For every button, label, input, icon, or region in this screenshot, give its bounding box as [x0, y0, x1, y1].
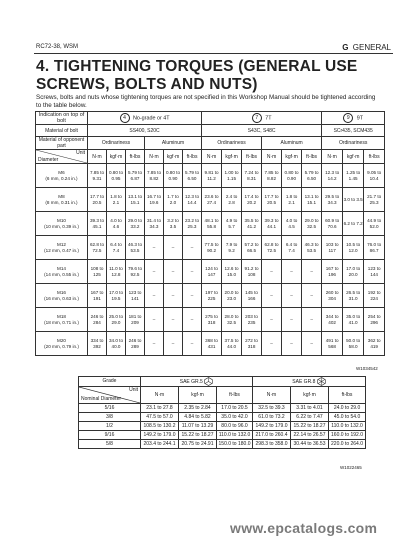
diameter-cell: [36, 284, 88, 308]
torque-cell: –: [282, 284, 302, 308]
torque-cell: –: [145, 308, 164, 332]
unit-header: N·m: [202, 150, 222, 164]
torque-cell: –: [302, 332, 322, 356]
torque-cell: 108.5 to 130.2: [141, 422, 179, 431]
intro-text: Screws, bolts and nuts whose tightening torques are not specified in this Workshop Manual should be tightened according to the table below.: [36, 94, 376, 109]
torque-cell: 1.8 to 2.1: [107, 188, 126, 212]
torque-cell: 15.22 to 18.27: [291, 422, 329, 431]
torque-cell: 28.0 to 32.5: [222, 308, 242, 332]
nominal-diameter-cell: 9/16: [79, 431, 141, 440]
torque-cell: –: [282, 308, 302, 332]
torque-cell: 5.79 to 6.87: [126, 164, 145, 188]
torque-cell: –: [282, 332, 302, 356]
torque-cell: 246 to 284: [88, 308, 107, 332]
part-material-5: Ordinariness: [322, 137, 385, 150]
torque-cell: 47.5 to 57.0: [141, 413, 179, 422]
torque-cell: 23.2 to 25.3: [183, 212, 202, 236]
torque-cell: 4.0 to 4.6: [107, 212, 126, 236]
torque-cell: –: [183, 308, 202, 332]
torque-cell: 1.8 to 2.1: [282, 188, 302, 212]
torque-cell: 23.6 to 27.4: [202, 188, 222, 212]
unit-header: ft-lbs: [302, 150, 322, 164]
torque-cell: 34.0 to 40.0: [107, 332, 126, 356]
torque-cell: 60.9 to 70.6: [322, 212, 343, 236]
table-row: [36, 308, 385, 332]
part-material-4: Aluminum: [262, 137, 322, 150]
part-material-2: Aluminum: [145, 137, 202, 150]
torque-cell: 1.25 to 1.45: [343, 164, 364, 188]
grade-4-header: [88, 112, 202, 125]
torque-cell: 7.85 to 9.31: [88, 164, 107, 188]
torque-cell: 103 to 117: [322, 236, 343, 260]
section-name: GENERAL: [352, 43, 391, 52]
torque-cell: 1.7 to 2.0: [164, 188, 183, 212]
torque-cell: –: [183, 332, 202, 356]
torque-cell: 15.22 to 18.27: [179, 431, 217, 440]
torque-cell: 77.5 to 90.2: [202, 236, 222, 260]
section-letter: G: [342, 43, 349, 52]
torque-cell: 91.2 to 108: [242, 260, 262, 284]
metric-torque-table: [35, 111, 385, 356]
torque-cell: 167 to 191: [88, 284, 107, 308]
sae-gr8-label: SAE GR.8: [292, 378, 316, 385]
gr8-head-icon: [317, 377, 326, 386]
torque-cell: 79.6 to 92.5: [126, 260, 145, 284]
torque-cell: 46.3 to 53.5: [126, 236, 145, 260]
torque-cell: 6.4 to 7.4: [107, 236, 126, 260]
unit-header: ft-lbs: [242, 150, 262, 164]
torque-cell: 6.22 to 7.47: [291, 413, 329, 422]
table-row: [36, 236, 385, 260]
torque-cell: 31.4 to 34.3: [145, 212, 164, 236]
torque-cell: –: [145, 332, 164, 356]
unit-label: Unit: [76, 150, 85, 156]
torque-cell: 30.44 to 36.53: [291, 440, 329, 449]
unit-header: kgf·m: [164, 150, 183, 164]
torque-cell: 32.5 to 39.3: [253, 404, 291, 413]
grade-9-header: [322, 112, 385, 125]
table-row: [79, 431, 366, 440]
torque-cell: 50.0 to 58.0: [343, 332, 364, 356]
torque-cell: 37.5 to 44.0: [222, 332, 242, 356]
diameter-size: M20: [57, 337, 66, 343]
table-row: [36, 260, 385, 284]
torque-cell: 246 to 289: [126, 332, 145, 356]
torque-cell: 203.4 to 244.1: [141, 440, 179, 449]
torque-cell: 254 to 296: [364, 308, 385, 332]
torque-cell: 4.9 to 5.7: [222, 212, 242, 236]
torque-cell: 149.2 to 179.0: [141, 431, 179, 440]
unit-header: ft-lbs: [183, 150, 202, 164]
torque-cell: 17.0 to 19.5: [107, 284, 126, 308]
diameter-sub: (6 mm, 0.24 in.): [45, 175, 78, 181]
unit-header: N·m: [88, 150, 107, 164]
table1-caption: W1034542: [356, 366, 378, 371]
torque-cell: 29.0 to 32.5: [302, 212, 322, 236]
torque-cell: 5.79 to 6.50: [183, 164, 202, 188]
torque-cell: 17.0 to 20.0: [343, 260, 364, 284]
diameter-cell: [36, 188, 88, 212]
torque-cell: 110.0 to 132.0: [329, 422, 366, 431]
torque-cell: 61.0 to 73.2: [253, 413, 291, 422]
diameter-size: M18: [57, 313, 66, 319]
nominal-diameter-label: Nominal Diameter: [81, 395, 122, 402]
torque-cell: 7.24 to 8.31: [242, 164, 262, 188]
unit-header: ft-lbs: [126, 150, 145, 164]
torque-cell: 6.2 to 7.2: [343, 212, 364, 236]
torque-cell: 123 to 141: [126, 284, 145, 308]
torque-cell: –: [145, 284, 164, 308]
table-row: [36, 212, 385, 236]
torque-cell: 35.0 to 42.0: [217, 413, 253, 422]
torque-cell: 160.0 to 192.0: [329, 431, 366, 440]
grade-7-label: 7T: [265, 115, 272, 122]
unit-header: N·m: [322, 150, 343, 164]
torque-cell: 272 to 318: [242, 332, 262, 356]
diameter-size: M14: [57, 265, 66, 271]
torque-cell: –: [145, 260, 164, 284]
torque-cell: 35.0 to 41.0: [343, 308, 364, 332]
diameter-sub: (18 mm, 0.71 in.): [44, 319, 79, 325]
diameter-label: Diameter: [38, 157, 59, 163]
torque-cell: 298.3 to 358.0: [253, 440, 291, 449]
unit-label-2: Unit: [129, 387, 138, 394]
torque-cell: 220.0 to 264.0: [329, 440, 366, 449]
diameter-size: M8: [58, 193, 65, 199]
diameter-sub: (8 mm, 0.31 in.): [45, 199, 78, 205]
torque-cell: –: [302, 260, 322, 284]
torque-cell: 12.3 to 14.2: [322, 164, 343, 188]
torque-cell: 10.5 to 12.0: [343, 236, 364, 260]
torque-cell: 21.7 to 25.3: [364, 188, 385, 212]
torque-cell: 25.0 to 29.0: [107, 308, 126, 332]
grade-9-mark-icon: 9: [343, 113, 353, 123]
unit-diameter-corner: [36, 150, 88, 164]
torque-cell: –: [164, 284, 183, 308]
table-row: [79, 422, 366, 431]
torque-cell: 57.2 to 66.5: [242, 236, 262, 260]
diameter-sub: (10 mm, 0.39 in.): [44, 223, 79, 229]
gr5-head-icon: [204, 377, 213, 386]
torque-cell: 7.85 to 8.82: [262, 164, 282, 188]
torque-cell: 13.1 to 15.1: [302, 188, 322, 212]
table-row: [79, 440, 366, 449]
nominal-diameter-cell: 1/2: [79, 422, 141, 431]
table-row: [36, 164, 385, 188]
unit-header: ft-lbs: [364, 150, 385, 164]
torque-cell: –: [302, 308, 322, 332]
torque-cell: 123 to 144: [364, 260, 385, 284]
unit-header: kgf·m: [282, 150, 302, 164]
torque-cell: 39.3 to 44.1: [262, 212, 282, 236]
torque-cell: 9.05 to 10.4: [364, 164, 385, 188]
torque-cell: 167 to 196: [322, 260, 343, 284]
table-row: [36, 332, 385, 356]
torque-cell: –: [262, 260, 282, 284]
torque-cell: 3.2 to 3.5: [164, 212, 183, 236]
torque-cell: 5.79 to 6.50: [302, 164, 322, 188]
torque-cell: –: [164, 332, 183, 356]
nominal-diameter-cell: 5/16: [79, 404, 141, 413]
torque-cell: 17.4 to 20.2: [242, 188, 262, 212]
grade-4-label: No-grade or 4T: [133, 115, 170, 122]
table2-caption: W1022465: [340, 465, 362, 470]
torque-cell: 20.75 to 24.91: [179, 440, 217, 449]
material-part-label: Material of opponent part: [36, 137, 88, 150]
nominal-diameter-cell: 5/8: [79, 440, 141, 449]
torque-cell: 334 to 392: [88, 332, 107, 356]
diameter-cell: [36, 260, 88, 284]
torque-cell: 24.0 to 29.0: [329, 404, 366, 413]
unit-header: N·m: [262, 150, 282, 164]
torque-cell: 12.6 to 15.0: [222, 260, 242, 284]
torque-cell: –: [183, 236, 202, 260]
torque-cell: 150.0 to 180.0: [217, 440, 253, 449]
torque-cell: 2.35 to 2.84: [179, 404, 217, 413]
torque-cell: –: [183, 284, 202, 308]
torque-cell: 80.0 to 96.0: [217, 422, 253, 431]
sae-gr5-header: [141, 377, 253, 387]
diameter-sub: (12 mm, 0.47 in.): [44, 247, 79, 253]
torque-cell: 275 to 318: [202, 308, 222, 332]
torque-cell: 23.1 to 27.8: [141, 404, 179, 413]
diameter-size: M6: [58, 169, 65, 175]
unit-header: N·m: [145, 150, 164, 164]
bolt-material-1: SS400, S20C: [88, 125, 202, 137]
table-row: [79, 413, 366, 422]
table-row: [36, 188, 385, 212]
torque-cell: 149.2 to 179.0: [253, 422, 291, 431]
torque-cell: 7.85 to 8.82: [145, 164, 164, 188]
diameter-sub: (14 mm, 0.55 in.): [44, 271, 79, 277]
torque-cell: 110.0 to 132.0: [217, 431, 253, 440]
torque-cell: 344 to 402: [322, 308, 343, 332]
sae-torque-table: [78, 376, 366, 449]
table-row: [79, 404, 366, 413]
diameter-cell: [36, 332, 88, 356]
torque-cell: 16.7 to 19.6: [145, 188, 164, 212]
torque-cell: 39.3 to 45.1: [88, 212, 107, 236]
torque-cell: 9.81 to 11.2: [202, 164, 222, 188]
unit-header: kgf·m: [107, 150, 126, 164]
torque-cell: 17.7 to 20.5: [262, 188, 282, 212]
part-material-3: Ordinariness: [202, 137, 262, 150]
diameter-cell: [36, 164, 88, 188]
torque-cell: –: [164, 260, 183, 284]
torque-cell: 76.0 to 86.7: [364, 236, 385, 260]
torque-cell: 197 to 225: [202, 284, 222, 308]
torque-cell: 29.5 to 34.3: [322, 188, 343, 212]
sae-gr5-label: SAE GR.5: [179, 378, 203, 385]
torque-cell: 1.00 to 1.15: [222, 164, 242, 188]
diameter-cell: [36, 308, 88, 332]
torque-cell: –: [302, 284, 322, 308]
watermark: www.epcatalogs.com: [230, 520, 378, 536]
torque-cell: 11.0 to 12.8: [107, 260, 126, 284]
torque-cell: 0.80 to 0.95: [107, 164, 126, 188]
torque-cell: 362 to 419: [364, 332, 385, 356]
sae-gr8-header: [253, 377, 366, 387]
torque-cell: 7.9 to 9.2: [222, 236, 242, 260]
unit-header: kgf·m: [179, 387, 217, 404]
unit-header: N·m: [141, 387, 179, 404]
header-rule: [34, 53, 393, 54]
diameter-size: M10: [57, 217, 66, 223]
torque-cell: 62.8 to 72.5: [262, 236, 282, 260]
torque-cell: 22.14 to 26.57: [291, 431, 329, 440]
torque-cell: 12.3 to 14.4: [183, 188, 202, 212]
diameter-cell: [36, 236, 88, 260]
torque-cell: 17.7 to 20.5: [88, 188, 107, 212]
torque-cell: –: [262, 284, 282, 308]
torque-cell: 3.0 to 3.5: [343, 188, 364, 212]
torque-cell: 491 to 568: [322, 332, 343, 356]
torque-cell: –: [262, 332, 282, 356]
part-material-1: Ordinariness: [88, 137, 145, 150]
torque-cell: 6.4 to 7.4: [282, 236, 302, 260]
torque-cell: 4.84 to 5.82: [179, 413, 217, 422]
torque-cell: 181 to 209: [126, 308, 145, 332]
diameter-size: M16: [57, 289, 66, 295]
unit-header: ft-lbs: [217, 387, 253, 404]
torque-cell: 108 to 125: [88, 260, 107, 284]
grade-7-mark-icon: 7: [252, 113, 262, 123]
torque-cell: 145 to 166: [242, 284, 262, 308]
torque-cell: –: [145, 236, 164, 260]
diameter-sub: (20 mm, 0.79 in.): [44, 343, 79, 349]
diameter-cell: [36, 212, 88, 236]
torque-cell: 192 to 224: [364, 284, 385, 308]
unit-nominal-corner: [79, 387, 141, 404]
page-title: 4. TIGHTENING TORQUES (GENERAL USE SCREWS, BOLTS AND NUTS): [36, 58, 358, 93]
torque-cell: 0.80 to 0.90: [164, 164, 183, 188]
torque-cell: –: [262, 308, 282, 332]
unit-header: ft-lbs: [329, 387, 366, 404]
table-row: [36, 284, 385, 308]
torque-cell: 62.8 to 72.5: [88, 236, 107, 260]
torque-cell: 260 to 304: [322, 284, 343, 308]
grade-7-header: [202, 112, 322, 125]
torque-cell: 29.0 to 33.2: [126, 212, 145, 236]
header-right: [342, 43, 391, 52]
torque-cell: –: [183, 260, 202, 284]
torque-cell: 0.80 to 0.90: [282, 164, 302, 188]
torque-cell: 368 to 431: [202, 332, 222, 356]
nominal-diameter-cell: 3/8: [79, 413, 141, 422]
torque-cell: 35.5 to 41.2: [242, 212, 262, 236]
torque-cell: 217.0 to 260.4: [253, 431, 291, 440]
unit-header: N·m: [253, 387, 291, 404]
unit-header: kgf·m: [343, 150, 364, 164]
grade-9-label: 9T: [356, 115, 364, 122]
grade-4-mark-icon: 4: [120, 113, 130, 123]
header-left: RC72-38, WSM: [36, 44, 79, 50]
unit-header: kgf·m: [291, 387, 329, 404]
torque-cell: 124 to 147: [202, 260, 222, 284]
torque-cell: 45.0 to 54.0: [329, 413, 366, 422]
torque-cell: 2.4 to 2.8: [222, 188, 242, 212]
torque-cell: –: [164, 308, 183, 332]
torque-cell: 48.1 to 55.8: [202, 212, 222, 236]
torque-cell: 3.31 to 4.01: [291, 404, 329, 413]
diameter-size: M12: [57, 241, 66, 247]
bolt-material-2: S43C, S48C: [202, 125, 322, 137]
torque-cell: 20.0 to 23.0: [222, 284, 242, 308]
grade-label: Grade: [79, 377, 141, 387]
torque-cell: 17.0 to 20.5: [217, 404, 253, 413]
torque-cell: 26.5 to 31.0: [343, 284, 364, 308]
torque-cell: 46.3 to 53.5: [302, 236, 322, 260]
torque-cell: –: [282, 260, 302, 284]
material-bolt-label: Material of bolt: [36, 125, 88, 137]
diameter-sub: (16 mm, 0.63 in.): [44, 295, 79, 301]
indication-label: Indication on top of bolt: [36, 112, 88, 125]
bolt-material-3: SCr435, SCM435: [322, 125, 385, 137]
torque-cell: 4.0 to 4.5: [282, 212, 302, 236]
torque-cell: 203 to 235: [242, 308, 262, 332]
torque-cell: –: [164, 236, 183, 260]
torque-cell: 13.1 to 15.1: [126, 188, 145, 212]
torque-cell: 44.9 to 52.0: [364, 212, 385, 236]
unit-header: kgf·m: [222, 150, 242, 164]
torque-cell: 11.07 to 13.29: [179, 422, 217, 431]
